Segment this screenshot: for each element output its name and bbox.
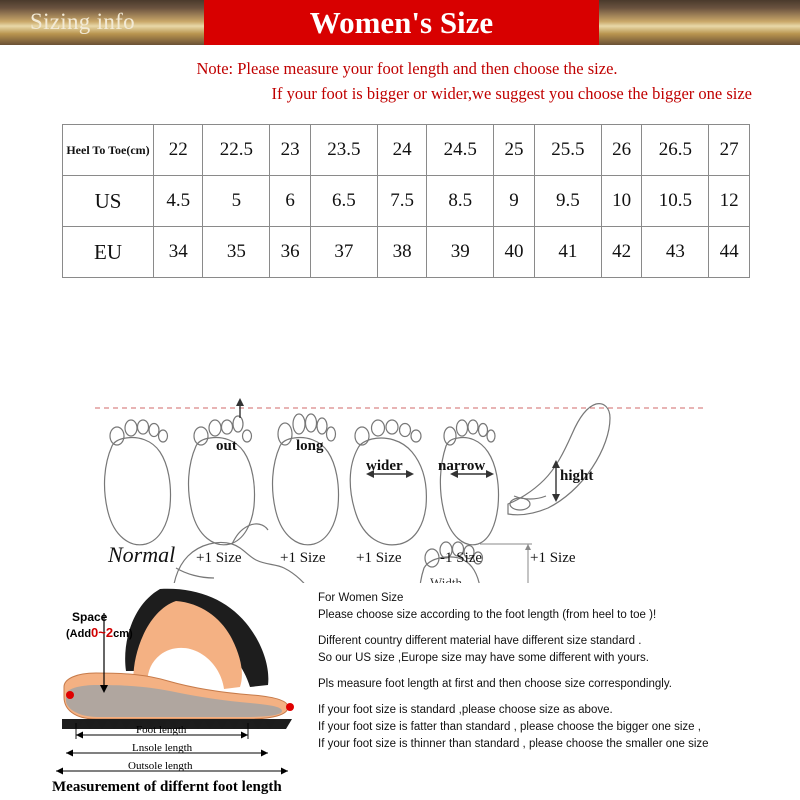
women-info-title: For Women Size xyxy=(318,592,404,604)
bottom-section xyxy=(0,583,800,800)
cell: 24.5 xyxy=(427,125,494,176)
cell: 39 xyxy=(427,227,494,278)
diagram-svg xyxy=(0,268,800,588)
note-line-2: If your foot is bigger or wider,we suggest you choose the bigger one size xyxy=(271,84,752,103)
cell: 7.5 xyxy=(377,176,426,227)
cell: 5 xyxy=(203,176,270,227)
row-label-eu: EU xyxy=(63,227,154,278)
cell: 36 xyxy=(270,227,311,278)
cell: 35 xyxy=(203,227,270,278)
foot-caption-out: +1 Size xyxy=(196,550,242,566)
cell: 40 xyxy=(494,227,535,278)
foot-tag-wider: wider xyxy=(366,458,403,474)
dim-label-outsole-length: Outsole length xyxy=(128,760,193,772)
cell: 43 xyxy=(642,227,709,278)
foot-caption-long: +1 Size xyxy=(280,550,326,566)
height-arrow-icon xyxy=(552,460,560,502)
women-info-line-4: Pls measure foot length at first and then choose size correspondingly. xyxy=(318,678,672,690)
cell: 37 xyxy=(310,227,377,278)
foot-shape-normal-icon xyxy=(105,420,171,545)
foot-caption-height: +1 Size xyxy=(530,550,576,566)
cell: 6 xyxy=(270,176,311,227)
cell: 27 xyxy=(709,125,750,176)
women-info-line-6: If your foot size is fatter than standard , please choose the bigger one size , xyxy=(318,721,701,733)
cell: 4.5 xyxy=(154,176,203,227)
cell: 44 xyxy=(709,227,750,278)
space-add-prefix: (Add xyxy=(66,628,92,640)
foot-shape-long-icon xyxy=(273,414,339,545)
dim-label-insole-length: Lnsole length xyxy=(132,742,193,754)
space-label: Space xyxy=(72,610,108,624)
foot-diagrams xyxy=(0,268,800,588)
measurement-caption: Measurement of differnt foot length xyxy=(52,779,282,795)
row-label-heel-to-toe: Heel To Toe(cm) xyxy=(63,125,154,176)
cell: 8.5 xyxy=(427,176,494,227)
foot-shape-height-icon xyxy=(508,404,610,515)
cell: 34 xyxy=(154,227,203,278)
table-row xyxy=(63,176,750,227)
measurement-illustration xyxy=(0,583,310,800)
women-info-line-3: So our US size ,Europe size may have some different with yours. xyxy=(318,652,649,664)
cell: 42 xyxy=(601,227,642,278)
foot-shape-narrow-icon xyxy=(440,420,498,545)
cell: 23.5 xyxy=(310,125,377,176)
cell: 38 xyxy=(377,227,426,278)
dim-label-foot-length: Foot length xyxy=(136,724,187,736)
row-label-us: US xyxy=(63,176,154,227)
cell: 22 xyxy=(154,125,203,176)
cell: 41 xyxy=(534,227,601,278)
women-info-line-5: If your foot size is standard ,please choose size as above. xyxy=(318,704,613,716)
measure-note xyxy=(62,56,752,106)
title-banner xyxy=(204,0,599,45)
note-line-1: Note: Please measure your foot length and then choose the size. xyxy=(196,59,618,78)
page-header xyxy=(0,0,800,45)
cell: 25 xyxy=(494,125,535,176)
marker-toe xyxy=(66,691,74,699)
cell: 10 xyxy=(601,176,642,227)
women-size-info xyxy=(318,591,792,754)
cell: 26.5 xyxy=(642,125,709,176)
foot-caption-wider: +1 Size xyxy=(356,550,402,566)
space-add-value: 0~2 xyxy=(91,625,114,640)
space-add-suffix: cm) xyxy=(113,628,133,640)
measurement-svg xyxy=(0,583,310,783)
cell: 12 xyxy=(709,176,750,227)
foot-shape-out-icon xyxy=(189,416,255,545)
table-row xyxy=(63,125,750,176)
page-title: Women's Size xyxy=(309,5,494,40)
cell: 9 xyxy=(494,176,535,227)
foot-tag-narrow: narrow xyxy=(438,458,486,474)
cell: 23 xyxy=(270,125,311,176)
space-add-label xyxy=(66,625,133,640)
foot-tag-long: long xyxy=(296,438,324,454)
cell: 10.5 xyxy=(642,176,709,227)
foot-caption-normal: Normal xyxy=(108,542,176,567)
cell: 25.5 xyxy=(534,125,601,176)
foot-caption-narrow: -1 Size xyxy=(440,550,483,566)
foot-tag-out: out xyxy=(216,438,237,454)
cell: 6.5 xyxy=(310,176,377,227)
sizing-info-label: Sizing info xyxy=(30,9,135,34)
size-conversion-table xyxy=(62,124,750,278)
cell: 24 xyxy=(377,125,426,176)
marker-heel xyxy=(286,703,294,711)
cell: 9.5 xyxy=(534,176,601,227)
women-info-line-7: If your foot size is thinner than standard , please choose the smaller one size xyxy=(318,738,709,750)
women-info-line-2: Different country different material have different size standard . xyxy=(318,635,642,647)
cell: 26 xyxy=(601,125,642,176)
foot-tag-height: hight xyxy=(560,468,594,484)
women-info-line-1: Please choose size according to the foot length (from heel to toe )! xyxy=(318,609,657,621)
foot-shape-wider-icon xyxy=(350,420,426,545)
cell: 22.5 xyxy=(203,125,270,176)
